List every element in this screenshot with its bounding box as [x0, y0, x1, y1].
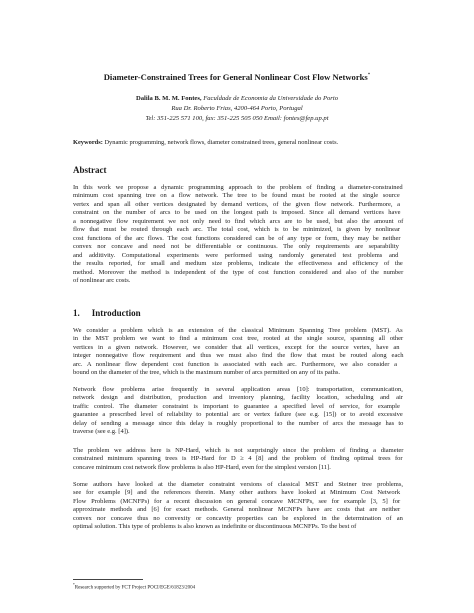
- footnote-text: Research supported by FCT Project POCI/EGE/61823/2004: [74, 585, 196, 591]
- author-block: [30, 94, 444, 124]
- abstract-line: cost functions of the arc flows. The cost functions considered can be of any type or form, they may be neither: [73, 234, 401, 242]
- paper-title: [30, 70, 444, 83]
- footnote-rule: [73, 579, 143, 580]
- paragraph-line: constrained minimum spanning trees is HP-Hard for D ≥ 4 [8] and the problem of finding optimal trees for: [73, 455, 403, 463]
- abstract-heading: Abstract: [73, 165, 107, 175]
- keywords-label: Keywords:: [73, 139, 103, 146]
- paragraph-line: Network flow problems arise frequently in several application areas [10]: transportation, communication,: [73, 386, 403, 393]
- keywords-text: Dynamic programming, network flows, diameter constrained trees, general nonlinear costs.: [104, 139, 339, 146]
- paragraph-line: in the MST problem we want to find a minimum cost tree, rooted at the single source, spanning all other: [73, 335, 404, 343]
- paragraph-line: vertices in a given network. However, we consider that all vertices, except for the source vertex, have an: [73, 343, 400, 351]
- abstract-line: flow that must be routed through each arc. The total cost, which is to be minimized, is given by nonlinear: [73, 226, 401, 234]
- abstract-line: of nonlinear arc costs.: [73, 276, 131, 284]
- author-affiliation: Faculdade de Economia da Universidade do Porto: [203, 95, 338, 102]
- author-name: Dalila B. M. M. Fontes,: [135, 95, 202, 102]
- intro-paragraph-4: [73, 481, 403, 532]
- paragraph-line: optimal solution. This type of problems is also known as indefinite or discontinuous MCNFPs. To the best of: [73, 523, 357, 531]
- author-contact: Tel: 351-225 571 100, fax: 351-225 505 050 Email: fontes@fep.up.pt: [145, 115, 329, 122]
- intro-paragraph-2: [73, 386, 403, 437]
- abstract-line: the results reported, for small and medium size problems, indicate the effectiveness and efficiency of the: [73, 260, 403, 268]
- paragraph-line: concave minimum cost network flow problems is also HP-Hard, even for the simplest version [11].: [73, 463, 331, 471]
- author-address: Rua Dr. Roberto Frias, 4200-464 Porto, Portugal: [171, 105, 303, 112]
- paragraph-line: traverse (see e.g. [4]).: [73, 428, 130, 436]
- paragraph-line: convex nor concave thus no convexity or concavity properties can be explored in the determination of an: [73, 514, 403, 522]
- section-title: Introduction: [91, 308, 141, 318]
- paragraph-line: The problem we address here is NP-Hard, which is not surprisingly since the problem of finding a diameter: [73, 447, 404, 454]
- abstract-line: a nonnegative flow requirement we not only need to find which arcs are to be used, but also the amount of: [73, 217, 404, 225]
- introduction-heading: [73, 308, 141, 318]
- intro-paragraph-1: [73, 327, 403, 378]
- title-footnote-mark: *: [367, 73, 371, 78]
- paragraph-line: Some authors have looked at the diameter constraint versions of classical MST and Steiner tree problems,: [73, 481, 403, 488]
- abstract-line: and additivity. Computational experiments were performed using randomly generated test problems and: [73, 251, 399, 259]
- paragraph-line: bound on the diameter of the tree, which is the maximum number of arcs permitted on any of its paths.: [73, 369, 340, 377]
- paragraph-line: approximate methods and [6] for exact methods. General nonlinear MCNFPs have arc costs that are neither: [73, 506, 401, 514]
- footnote-mark: *: [73, 583, 75, 587]
- section-number: 1.: [73, 308, 80, 318]
- paragraph-line: traffic control. The diameter constraint is important to guarantee a specified level of service, for example: [73, 402, 400, 410]
- paper-title-text: Diameter-Constrained Trees for General Nonlinear Cost Flow Networks: [103, 71, 368, 82]
- abstract-line: convex nor concave and need not be differentiable or continuous. The only requirements are separability: [73, 243, 399, 251]
- abstract-line: method. Moreover the method is independent of the type of cost function considered and also of the number: [73, 268, 404, 276]
- paragraph-line: see for example [9] and the references therein. Many other authors have looked at Minimum Cost Network: [73, 489, 401, 497]
- paragraph-line: We consider a problem which is an extension of the classical Minimum Spanning Tree problem (MST). As: [73, 327, 403, 334]
- keywords: [73, 138, 413, 147]
- paragraph-line: guarantee a prescribed level of reliability to potential arc or vertex failure (see e.g. [15]) or to avoid excessive: [73, 411, 403, 419]
- author-line: [30, 94, 444, 104]
- paragraph-line: network design and distribution, production and inventory planning, facility location, scheduling and air: [73, 394, 403, 402]
- footnote: [73, 582, 195, 592]
- paragraph-line: Flow Problems (MCNFPs) for a recent discussion on general concave MCNFPs, see for example [3, 5] for: [73, 497, 401, 505]
- abstract-body: [73, 184, 403, 285]
- paragraph-line: delay of sending a message since this delay is roughly proportional to the number of arcs the message has to: [73, 419, 404, 427]
- abstract-line: vertex and span all other vertices designated by demand vertices, of the given flow network. Furthermore, a: [73, 200, 401, 208]
- abstract-line: constraint on the number of arcs to be used on the longest path is imposed. Since all demand vertices have: [73, 209, 401, 217]
- abstract-line: minimum cost spanning tree on a flow network. The tree to be found must be rooted at the single source: [73, 192, 400, 200]
- paragraph-line: arc. A nonlinear flow dependent cost function is associated with each arc. Furthermore, we also consider a: [73, 360, 397, 368]
- paragraph-line: integer nonnegative flow requirement and thus we must also find the flow that must be routed along each: [73, 352, 404, 360]
- abstract-line: In this work we propose a dynamic programming approach to the problem of finding a diameter-constrained: [73, 184, 403, 191]
- intro-paragraph-3: [73, 447, 403, 472]
